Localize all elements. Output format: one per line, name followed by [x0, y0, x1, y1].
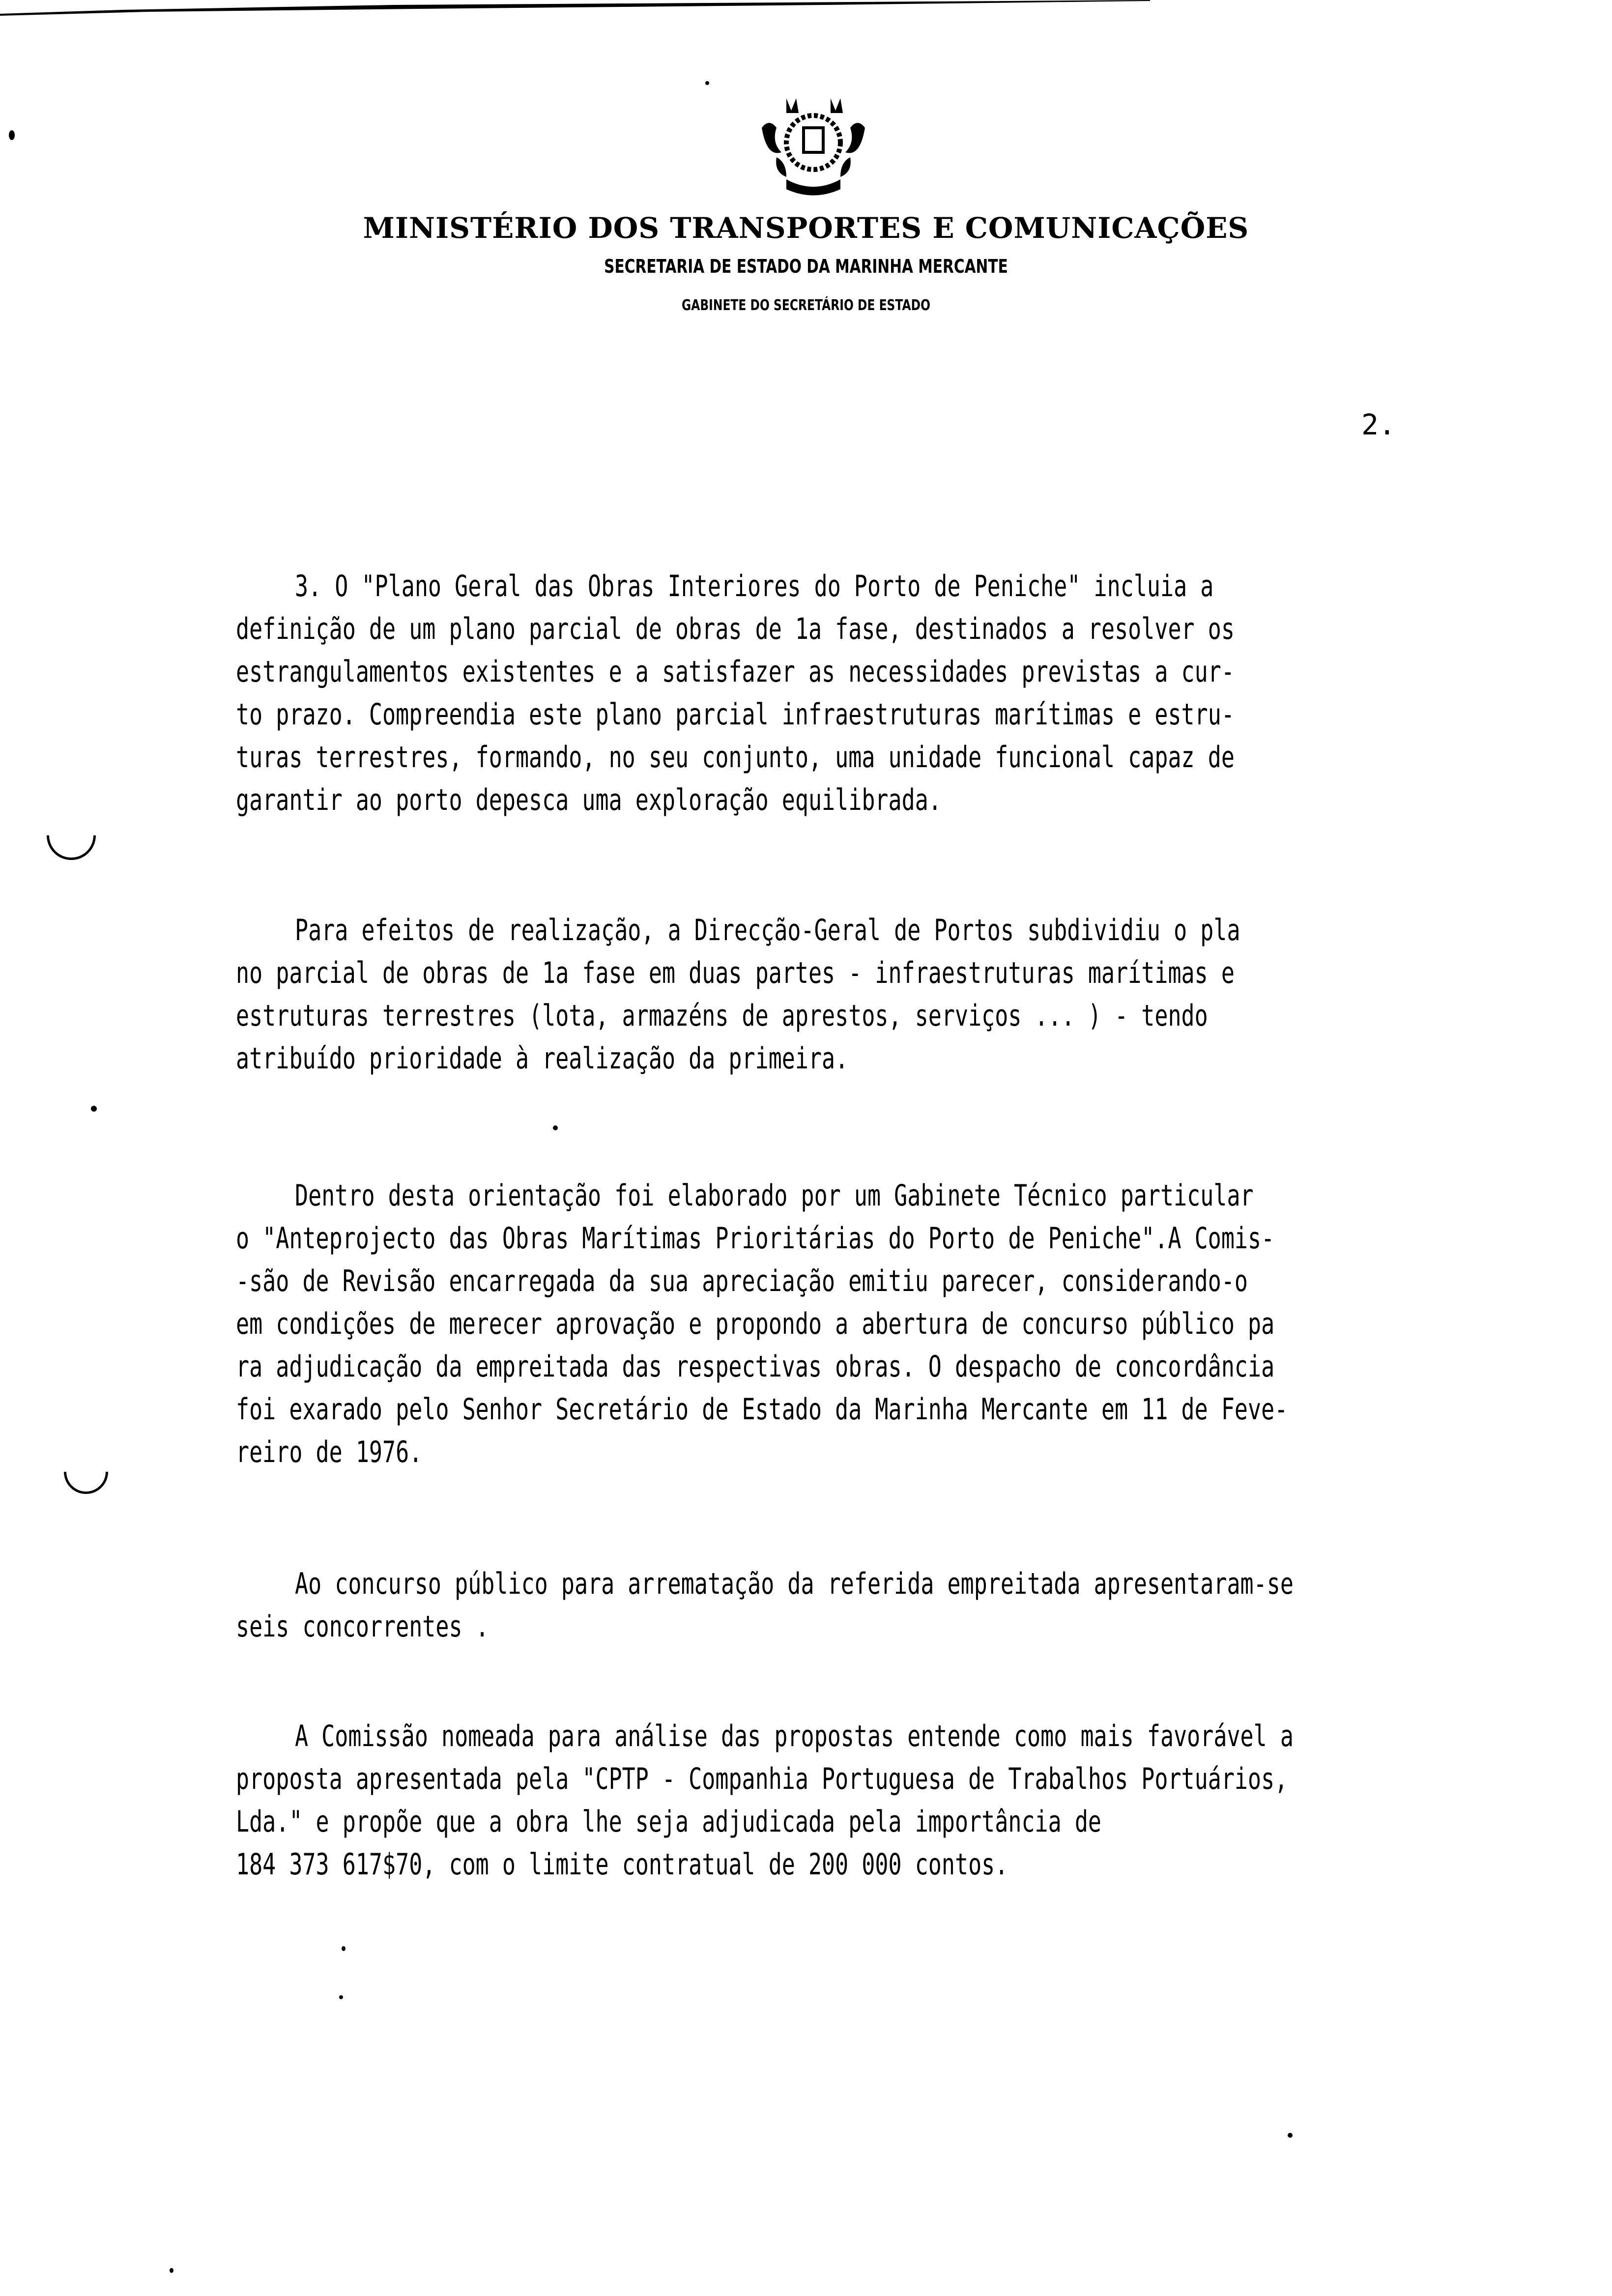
- punch-hole-mark: [36, 801, 106, 870]
- scan-speck: [170, 2268, 173, 2273]
- paragraph-2: [236, 909, 1563, 1080]
- text-line: definição de um plano parcial de obras de 1a fase, destinados a resolver os: [236, 612, 1235, 646]
- text-line: Para efeitos de realização, a Direcção-Geral de Portos subdividiu o pla: [295, 913, 1240, 947]
- ministry-heading: MINISTÉRIO DOS TRANSPORTES E COMUNICAÇÕES: [363, 211, 1249, 245]
- text-line: garantir ao porto depesca uma exploração equilibrada.: [236, 783, 942, 817]
- paragraph-3: [236, 1175, 1563, 1474]
- punch-hole-mark: [55, 1440, 117, 1503]
- text-line: seis concorrentes .: [236, 1609, 489, 1644]
- scan-speck: [342, 1946, 345, 1951]
- text-line: proposta apresentada pela "CPTP - Companhia Portuguesa de Trabalhos Portuários,: [236, 1762, 1288, 1796]
- text-line: Lda." e propõe que a obra lhe seja adjudicada pela importância de: [236, 1805, 1101, 1839]
- text-line: reiro de 1976.: [236, 1435, 423, 1469]
- text-line: o "Anteprojecto das Obras Marítimas Prioritárias do Porto de Peniche".A Comis-: [236, 1221, 1275, 1256]
- paragraph-4: [236, 1563, 1563, 1648]
- text-line: to prazo. Compreendia este plano parcial infraestruturas marítimas e estru-: [236, 697, 1235, 732]
- text-line: 184 373 617$70, com o limite contratual de 200 000 contos.: [236, 1847, 1008, 1882]
- secretariat-heading: SECRETARIA DE ESTADO DA MARINHA MERCANTE: [604, 256, 1008, 277]
- paragraph-1: [236, 565, 1563, 822]
- text-line: foi exarado pelo Senhor Secretário de Estado da Marinha Mercante em 11 de Feve-: [236, 1392, 1288, 1427]
- paragraph-5: [236, 1715, 1563, 1886]
- text-line: Ao concurso público para arrematação da referida empreitada apresentaram-se: [295, 1567, 1294, 1601]
- text-line: turas terrestres, formando, no seu conjunto, uma unidade funcional capaz de: [236, 740, 1235, 775]
- scan-speck: [705, 81, 709, 85]
- text-line: em condições de merecer aprovação e propondo a abertura de concurso público pa: [236, 1307, 1275, 1341]
- text-line: Dentro desta orientação foi elaborado por um Gabinete Técnico particular: [295, 1178, 1254, 1213]
- coat-of-arms-icon: [752, 93, 875, 197]
- scan-speck: [553, 1125, 558, 1130]
- scan-speck: [1288, 2133, 1293, 2138]
- text-line: estrangulamentos existentes e a satisfazer as necessidades previstas a cur-: [236, 655, 1235, 689]
- scan-edge-line: [0, 0, 1150, 20]
- text-line: 3. O "Plano Geral das Obras Interiores do Porto de Peniche" incluia a: [295, 569, 1214, 603]
- text-line: A Comissão nomeada para análise das propostas entende como mais favorável a: [295, 1719, 1294, 1753]
- text-line: atribuído prioridade à realização da primeira.: [236, 1041, 849, 1076]
- scan-speck: [91, 1106, 97, 1112]
- scan-speck: [339, 1995, 343, 1999]
- text-line: no parcial de obras de 1a fase em duas partes - infraestruturas marítimas e: [236, 956, 1235, 990]
- office-heading: GABINETE DO SECRETÁRIO DE ESTADO: [681, 297, 930, 314]
- text-line: estruturas terrestres (lota, armazéns de aprestos, serviços ... ) - tendo: [236, 999, 1208, 1033]
- text-line: -são de Revisão encarregada da sua apreciação emitiu parecer, considerando-o: [236, 1264, 1248, 1298]
- scan-speck: [9, 130, 15, 140]
- text-line: ra adjudicação da empreitada das respectivas obras. O despacho de concordância: [236, 1349, 1275, 1384]
- page-number: 2.: [1361, 408, 1396, 441]
